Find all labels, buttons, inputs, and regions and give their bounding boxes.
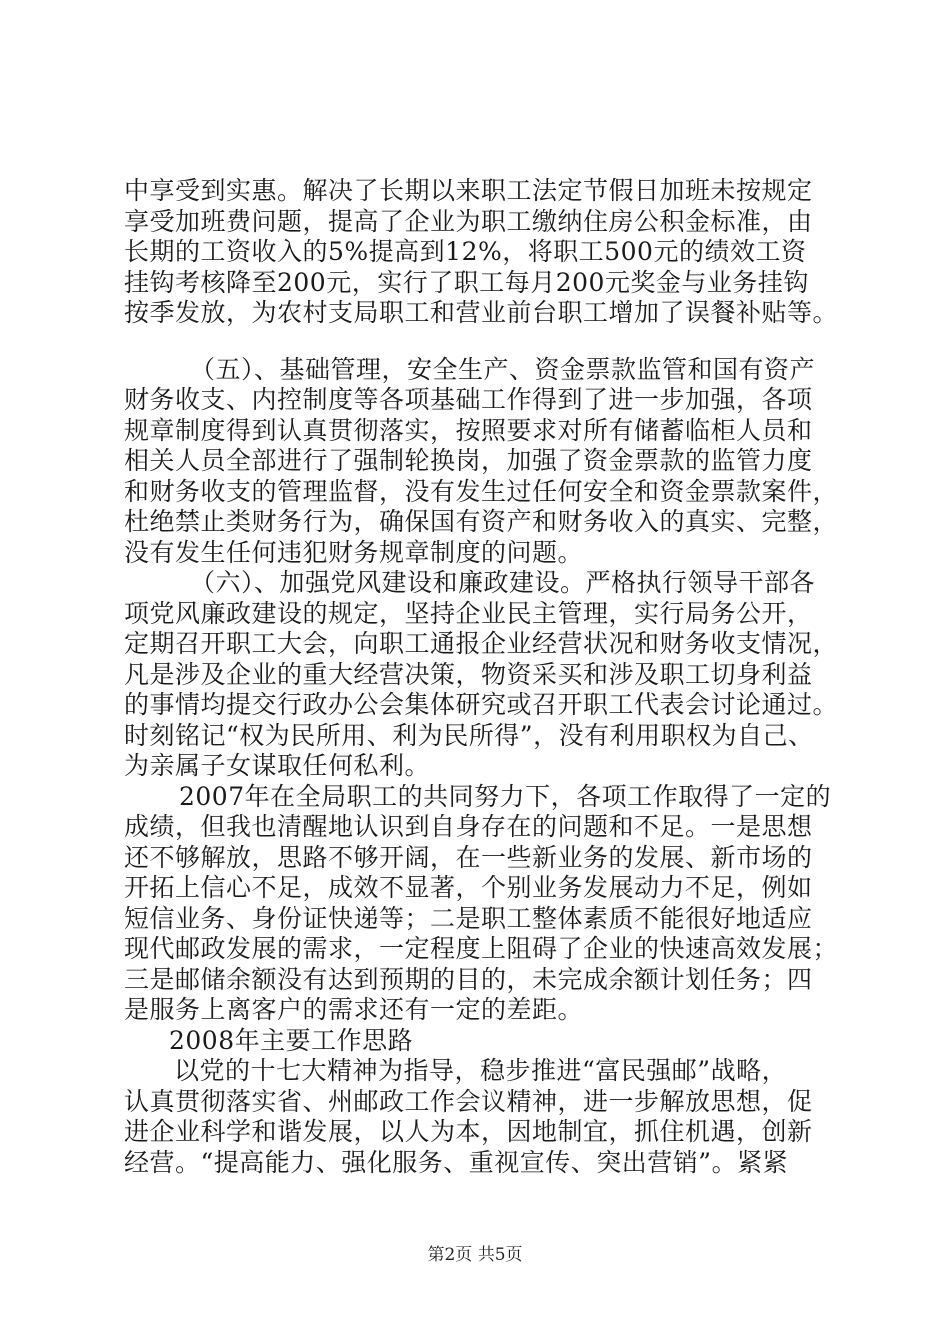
text-line: （六）、加强党风建设和廉政建设。严格执行领导干部各 (190, 568, 816, 597)
text-line: （五）、基础管理，安全生产、资金票款监管和国有资产 (190, 354, 816, 384)
paragraph-section-6 (124, 568, 844, 782)
text-line: 中享受到实惠。解决了长期以来职工法定节假日加班未按规定 (124, 176, 813, 205)
text-line: 进企业科学和谐发展，以人为本，因地制宜，抓住机遇，创新 (124, 1117, 813, 1146)
text-line: 成绩，但我也清醒地认识到自身存在的问题和不足。一是思想 (124, 812, 813, 841)
text-line: 认真贯彻落实省、州邮政工作会议精神，进一步解放思想，促 (124, 1086, 813, 1116)
page-footer (0, 1240, 950, 1265)
text-line: 和财务收支的管理监督，没有发生过任何安全和资金票款案件， (124, 476, 839, 506)
text-line: 享受加班费问题，提高了企业为职工缴纳住房公积金标准，由 (124, 206, 813, 236)
text-line: 还不够解放，思路不够开阔，在一些新业务的发展、新市场的 (124, 842, 813, 872)
text-line: 短信业务、身份证快递等；二是职工整体素质不能很好地适应 (124, 903, 813, 933)
text-line: 相关人员全部进行了强制轮换岗，加强了资金票款的监管力度 (124, 446, 813, 475)
text-line: 规章制度得到认真贯彻落实，按照要求对所有储蓄临柜人员和 (124, 415, 813, 445)
text-line: 定期召开职工大会，向职工通报企业经营状况和财务收支情况， (124, 629, 839, 658)
text-line: 挂钩考核降至200元，实行了职工每月200元奖金与业务挂钩 (124, 267, 809, 297)
text-line: 的事情均提交行政办公会集体研究或召开职工代表会讨论通过。 (124, 690, 839, 719)
text-line: 为亲属子女谋取任何私利。 (124, 751, 431, 780)
paragraph-plan-2008 (124, 1056, 844, 1178)
text-line: 按季发放，为农村支局职工和营业前台职工增加了误餐补贴等。 (124, 298, 839, 327)
text-line: 三是邮储余额没有达到预期的目的，未完成余额计划任务；四 (124, 964, 813, 994)
text-line: 项党风廉政建设的规定，坚持企业民主管理，实行局务公开， (124, 598, 813, 628)
text-line: 杜绝禁止类财务行为，确保国有资产和财务收入的真实、完整， (124, 507, 839, 536)
text-line: 现代邮政发展的需求，一定程度上阻碍了企业的快速高效发展； (124, 934, 839, 963)
section-heading: 2008年主要工作思路 (169, 1025, 414, 1055)
page-number-indicator: 第2页 共5页 (427, 1245, 523, 1265)
text-line: 没有发生任何违犯财务规章制度的问题。 (124, 537, 584, 567)
paragraph-section-5 (124, 355, 844, 569)
section-heading-2008 (124, 1026, 844, 1057)
document-body (124, 176, 844, 1178)
text-line: 长期的工资收入的5%提高到12%，将职工500元的绩效工资 (124, 237, 807, 266)
text-line: 凡是涉及企业的重大经营决策，物资采买和涉及职工切身利益 (124, 659, 813, 689)
text-line: 是服务上离客户的需求还有一定的差距。 (124, 995, 584, 1024)
text-line: 以党的十七大精神为指导，稳步推进“富民强邮”战略， (174, 1056, 788, 1085)
paragraph-gap (124, 329, 844, 355)
paragraph-benefits (124, 176, 844, 329)
text-line: 财务收支、内控制度等各项基础工作得到了进一步加强，各项 (124, 385, 813, 414)
text-line: 时刻铭记“权为民所用、利为民所得”，没有利用职权为自己、 (124, 720, 814, 750)
text-line: 开拓上信心不足，成效不显著，个别业务发展动力不足，例如 (124, 873, 813, 902)
text-line: 经营。“提高能力、强化服务、重视宣传、突出营销”。紧紧 (124, 1147, 789, 1177)
text-line: 2007年在全局职工的共同努力下，各项工作取得了一定的 (179, 781, 832, 811)
paragraph-review-2007 (124, 782, 844, 1026)
